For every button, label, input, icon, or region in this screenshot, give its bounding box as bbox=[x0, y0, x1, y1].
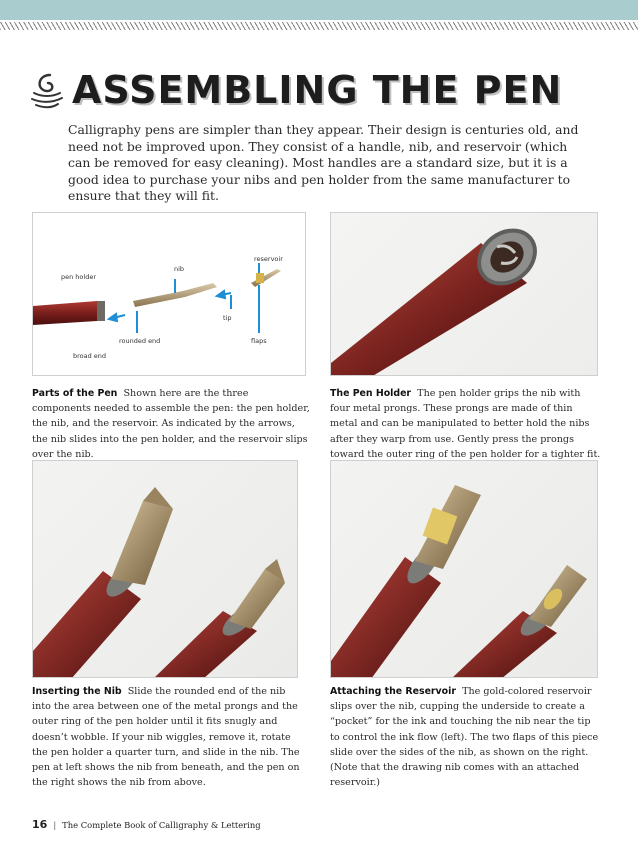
caption-heading: Parts of the Pen bbox=[32, 388, 118, 399]
decorative-hatch-strip bbox=[0, 22, 638, 30]
book-title: The Complete Book of Calligraphy & Lettering bbox=[62, 819, 261, 830]
parts-of-pen-photo bbox=[32, 212, 306, 376]
page-title: ASSEMBLING THE PEN bbox=[72, 68, 563, 112]
caption-attaching-reservoir bbox=[330, 684, 602, 790]
pen-holder-illustration bbox=[331, 213, 598, 376]
label-flaps: flaps bbox=[251, 337, 267, 345]
attaching-reservoir-photo bbox=[330, 460, 598, 678]
attaching-reservoir-illustration bbox=[331, 461, 598, 678]
intro-paragraph: Calligraphy pens are simpler than they appear. Their design is centuries old, and need not be improved upon. They consist of a handle, nib, and reservoir (which can be removed for easy cleaning). Most handles are a standard size, but it is a good idea to purchase your nibs and pen holder from the same manufacturer to ensure that they will fit. bbox=[68, 122, 579, 203]
inserting-nib-illustration bbox=[33, 461, 298, 678]
label-tip: tip bbox=[223, 314, 232, 322]
caption-pen-holder bbox=[330, 386, 602, 462]
label-reservoir: reservoir bbox=[254, 255, 283, 263]
pen-holder-photo bbox=[330, 212, 598, 376]
caption-parts-of-pen bbox=[32, 386, 310, 462]
page-heading bbox=[30, 60, 562, 120]
caption-text: The gold-colored reservoir slips over the nib, cupping the underside to create a “pocket” for the ink and touching the nib near the tip to control the ink flow (left). The two flaps of this piece slide over the sides of the nib, as shown on the right. (Note that the drawing nib comes with an attached reservoir.) bbox=[330, 686, 599, 789]
label-broad-end: broad end bbox=[73, 352, 107, 360]
caption-heading: Inserting the Nib bbox=[32, 686, 122, 697]
caption-heading: Attaching the Reservoir bbox=[330, 686, 456, 697]
page-footer bbox=[32, 818, 261, 831]
page-number: 16 bbox=[32, 818, 48, 831]
caption-text: Slide the rounded end of the nib into the area between one of the metal prongs and the outer ring of the pen holder until it fits snugly and doesn’t wobble. If your nib wiggles, remove it, rotate the pen holder a quarter turn, and slide in the nib. The pen at left shows the nib from beneath, and the pen on the right shows the nib from above. bbox=[32, 686, 300, 789]
caption-text: Shown here are the three components needed to assemble the pen: the pen holder, the nib, and the reservoir. As indicated by the arrows, the nib slides into the pen holder, and the reservoir slips over the nib. bbox=[32, 388, 310, 460]
caption-heading: The Pen Holder bbox=[330, 388, 412, 399]
caption-inserting-nib bbox=[32, 684, 302, 790]
inserting-nib-photo bbox=[32, 460, 298, 678]
top-color-band bbox=[0, 0, 638, 20]
label-pen-holder: pen holder bbox=[61, 273, 97, 281]
footer-separator: | bbox=[53, 819, 57, 830]
caption-text: The pen holder grips the nib with four metal prongs. These prongs are made of thin metal and can be manipulated to better hold the nibs after they warp from use. Gently press the prongs toward the outer ring of the pen holder for a tighter fit. bbox=[330, 388, 601, 460]
label-rounded-end: rounded end bbox=[119, 337, 161, 345]
swirl-icon bbox=[30, 67, 68, 113]
label-nib: nib bbox=[174, 265, 185, 273]
